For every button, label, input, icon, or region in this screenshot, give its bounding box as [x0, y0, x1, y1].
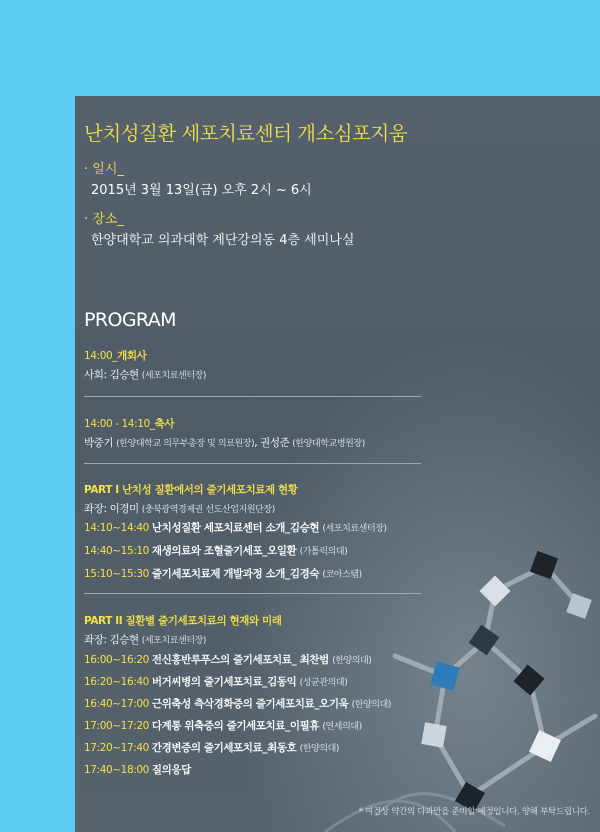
- talk-row: [84, 543, 347, 558]
- talk-affil: (가톨릭의대): [299, 547, 348, 557]
- talk-time: 17:20~17:40: [84, 742, 152, 754]
- venue-value: 한양대학교 의과대학 계단강의동 4층 세미나실: [91, 233, 355, 248]
- congrats-title: 축사: [154, 418, 175, 430]
- speaker1-role: (한양대학교 의무부총장 및 의료원장): [116, 439, 255, 449]
- footnote: * 여건상 약간의 다과만을 준비할 예정입니다. 양해 부탁드립니다.: [358, 807, 590, 817]
- part1-title: PART I 난치성 질환에서의 줄기세포치료제 현황: [84, 484, 298, 496]
- talk-topic: 다계통 위축증의 줄기세포치료_이필휴: [151, 720, 323, 732]
- talk-topic: 근위축성 측삭경화증의 줄기세포치료_오기욱: [151, 698, 352, 710]
- talk-row: [84, 652, 372, 667]
- chair-label: 좌장:: [84, 503, 110, 515]
- symposium-panel: [75, 96, 600, 832]
- speaker2: 권성준: [260, 437, 293, 449]
- part1-chair: [84, 501, 275, 516]
- talk-time: 16:20~16:40: [84, 676, 152, 688]
- talk-row: [84, 520, 387, 535]
- host-label: 사회:: [84, 369, 110, 381]
- date-label: · 일시_: [84, 162, 124, 177]
- program-heading: PROGRAM: [84, 309, 176, 331]
- talk-row: [84, 674, 347, 689]
- opening-line: [84, 348, 146, 363]
- talk-time: 17:00~17:20: [84, 720, 152, 732]
- event-title: 난치성질환 세포치료센터 개소심포지움: [84, 122, 408, 145]
- congrats-time: 14:00 - 14:10_: [84, 418, 155, 430]
- divider: [84, 396, 421, 397]
- talk-row: [84, 740, 339, 755]
- opening-host: [84, 367, 206, 382]
- talk-topic: 재생의료와 조혈줄기세포_오일환: [151, 545, 300, 557]
- speaker1: 박중기: [84, 437, 117, 449]
- talk-row: [84, 566, 362, 581]
- opening-time: 14:00_: [84, 350, 118, 362]
- talk-row: [84, 718, 362, 733]
- chair-name: 이경미: [109, 503, 142, 515]
- talk-time: 14:10~14:40: [84, 522, 152, 534]
- talk-affil: (코아스템): [322, 570, 362, 580]
- talk-time: 16:40~17:00: [84, 698, 152, 710]
- chair-role: (세포치료센터장): [141, 636, 207, 646]
- talk-topic: 줄기세포치료제 개발과정 소개_김경숙: [151, 568, 323, 580]
- talk-time: 14:40~15:10: [84, 545, 152, 557]
- speaker-separator: ,: [254, 437, 261, 449]
- part2-chair: [84, 632, 206, 647]
- congrats-speakers: [84, 435, 365, 450]
- venue-label: · 장소_: [84, 212, 124, 227]
- part2-title: PART II 질환별 줄기세포치료의 현재와 미래: [84, 615, 282, 627]
- speaker2-role: (한양대학교병원장): [292, 439, 365, 449]
- talk-row: [84, 696, 391, 711]
- talk-topic: 난치성질환 세포치료센터 소개_김승현: [151, 522, 323, 534]
- opening-title: 개회사: [117, 350, 147, 362]
- chair-name: 김승현: [109, 634, 142, 646]
- host-role: (세포치료센터장): [141, 371, 207, 381]
- talk-affil: (한양의대): [332, 656, 372, 666]
- talk-affil: (한양의대): [299, 744, 340, 754]
- talk-topic: 전신홍반루푸스의 줄기세포치료_ 최찬범: [151, 654, 333, 666]
- divider: [84, 463, 421, 464]
- talk-affil: (한양의대): [351, 700, 391, 710]
- host-name: 김승현: [109, 369, 142, 381]
- talk-time: 17:40~18:00: [84, 764, 152, 776]
- talk-row: [84, 762, 191, 777]
- divider: [84, 593, 421, 594]
- chair-role: (충북광역경제권 선도산업지원단장): [141, 505, 275, 515]
- date-value: 2015년 3월 13일(금) 오후 2시 ~ 6시: [91, 183, 312, 198]
- chair-label: 좌장:: [84, 634, 110, 646]
- talk-time: 16:00~16:20: [84, 654, 152, 666]
- talk-topic: 간경변증의 줄기세포치료_최동호: [151, 742, 300, 754]
- congrats-line: [84, 416, 174, 431]
- talk-affil: (성균관의대): [299, 678, 348, 688]
- talk-time: 15:10~15:30: [84, 568, 152, 580]
- talk-topic: 질의응답: [151, 764, 191, 776]
- talk-topic: 버거씨병의 줄기세포치료_김동익: [151, 676, 300, 688]
- talk-affil: (세포치료센터장): [322, 524, 387, 534]
- talk-affil: (연세의대): [322, 722, 362, 732]
